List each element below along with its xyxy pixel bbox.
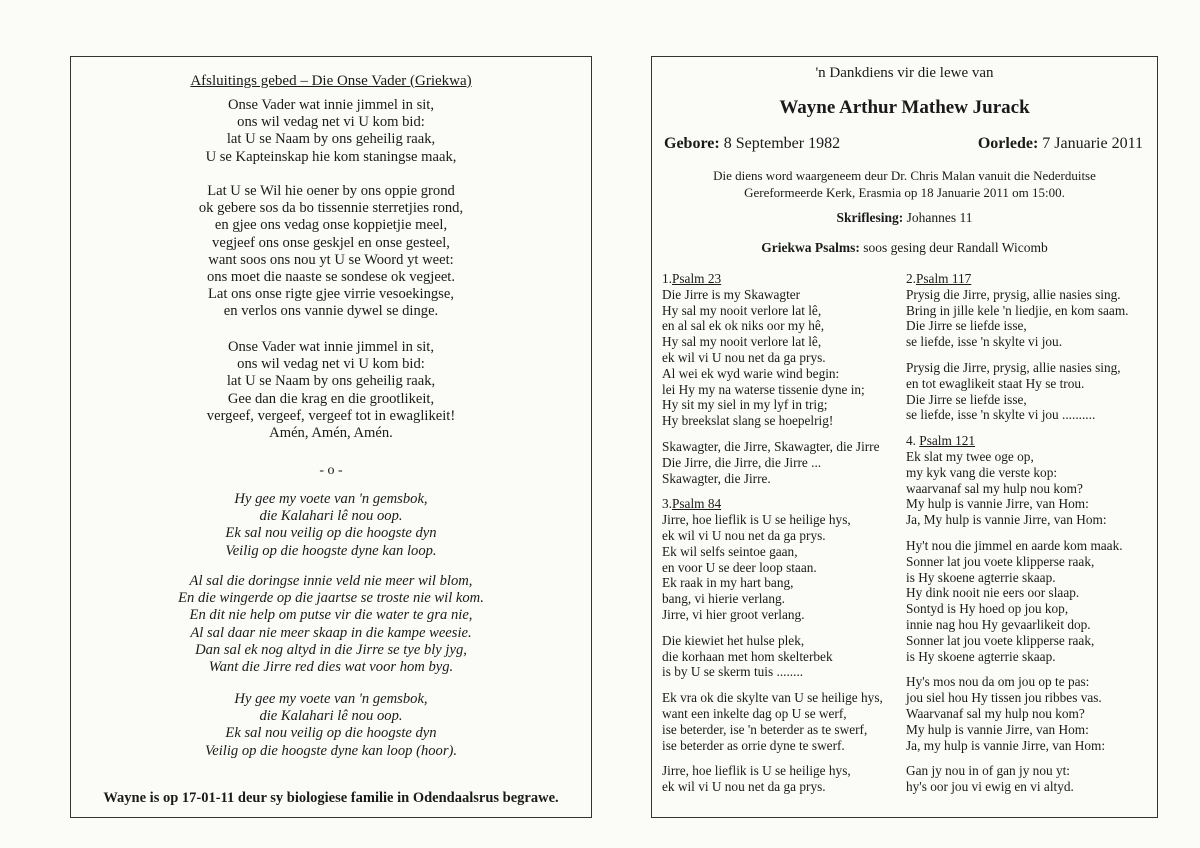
psalm-line: Die Jirre is my Skawagter (662, 286, 801, 302)
stanza-gap (662, 429, 883, 439)
prayer-line: ok gebere sos da bo tissennie sterretjies rond, (198, 200, 464, 217)
psalm-line: ise beterder, ise 'n beterder as te swerf, (662, 721, 868, 737)
poem-line: Al sal daar nie meer skaap in die kampe weesie. (190, 624, 472, 641)
psalm-title (662, 496, 883, 512)
prayer-title: Afsluitings gebed – Die Onse Vader (Griekwa) (190, 73, 472, 89)
psalm-line: Die kiewiet het hulse plek, (662, 632, 805, 648)
psalm-line: en tot ewaglikeit staat Hy se trou. (906, 375, 1085, 391)
psalm-number: 3. (662, 496, 672, 512)
psalm-line: Hy's mos nou da om jou op te pas: (906, 674, 1090, 690)
separator: - o - (319, 463, 343, 478)
psalm-line: Hy breekslat slang se hoepelrig! (662, 413, 834, 429)
psalm-line: Ja, my hulp is vannie Jirre, van Hom: (906, 737, 1106, 753)
service-info (652, 167, 1157, 201)
psalm-line: waarvanaf sal my hulp nou kom? (906, 480, 1083, 496)
right-page (651, 56, 1158, 818)
psalm-line: bang, vi hierie verlang. (662, 591, 785, 607)
birth-info (664, 135, 840, 153)
poem-line: die Kalahari lê nou oop. (259, 508, 403, 525)
service-line: Gereformeerde Kerk, Erasmia op 18 Januarie 2011 om 15:00. (744, 185, 1065, 200)
poem-stanza (71, 573, 591, 676)
psalm-line: Waarvanaf sal my hulp nou kom? (906, 705, 1085, 721)
burial-note: Wayne is op 17-01-11 deur sy biologiese familie in Odendaalsrus begrawe. (103, 790, 559, 806)
psalm-title (662, 271, 883, 287)
stanza-gap (662, 753, 883, 763)
psalm-line: Hy sal my nooit verlore lat lê, (662, 334, 822, 350)
prayer-line: Amén, Amén, Amén. (269, 425, 393, 442)
prayer-line: Lat ons onse rigte gjee virrie vesoekingse, (208, 286, 454, 303)
psalm-line: Hy sal my nooit verlore lat lê, (662, 302, 822, 318)
prayer-line: vegjeef ons onse geskjel en onse gesteel, (212, 234, 450, 251)
psalm-number: 2. (906, 271, 916, 286)
psalm-line: ek wil vi U nou net da ga prys. (662, 527, 826, 543)
prayer-line: vergeef, vergeef, vergeef tot in ewaglikeit! (206, 407, 456, 424)
psalm-title (906, 271, 1128, 287)
prayer-line: U se Kapteinskap hie kom staningse maak, (205, 148, 457, 165)
prayer-stanza (71, 97, 591, 166)
psalm-line: Hy't nou die jimmel en aarde kom maak. (906, 537, 1123, 553)
psalm-line: my kyk vang die verste kop: (906, 464, 1058, 480)
poem-line: En die wingerde op die jaartse se troste nie wil kom. (178, 590, 484, 607)
psalm-line: die korhaan met hom skelterbek (662, 648, 833, 664)
prayer-line: Onse Vader wat innie jimmel in sit, (227, 339, 435, 355)
psalm-name: Psalm 84 (671, 496, 722, 512)
psalm-line: lei Hy my na waterse tissenie dyne in; (662, 381, 865, 397)
prayer-line: ons wil vedag net vi U kom bid: (237, 114, 425, 131)
psalm-line: Skawagter, die Jirre. (662, 470, 771, 486)
psalm-line: My hulp is vannie Jirre, van Hom: (906, 721, 1089, 737)
psalm-line: Jirre, hoe lieflik is U se heilige hys, (662, 763, 851, 779)
psalm-line: Prysig die Jirre, prysig, allie nasies sing, (906, 359, 1121, 375)
psalm-number: 4. (906, 433, 920, 449)
psalm-line: Hy dink nooit nie eers oor slaap. (906, 585, 1080, 601)
prayer-line: Onse Vader wat innie jimmel in sit, (227, 97, 435, 113)
scripture-label: Skriflesing: (836, 210, 904, 225)
poem-line: Hy gee my voete van 'n gemsbok, (234, 691, 428, 707)
psalm-line: Hy sit my siel in my lyf in trig; (662, 397, 828, 413)
psalms-note: soos gesing deur Randall Wicomb (863, 240, 1048, 255)
stanza-gap (906, 350, 1128, 360)
psalm-line: jou siel hou Hy tissen jou ribbes vas. (906, 690, 1102, 706)
poem-line: Ek sal nou veilig op die hoogste dyn (225, 725, 437, 742)
psalm-line: en voor U se deer loop staan. (662, 559, 817, 575)
prayer-line: en verlos ons vannie dywel se dinge. (223, 303, 439, 320)
psalm-line: innie nag hou Hy gevaarlikeit dop. (906, 616, 1091, 632)
poem-stanza (71, 691, 591, 760)
psalm-line: Ek slat my twee oge op, (906, 448, 1034, 464)
stanza-gap (662, 680, 883, 690)
stanza-gap (906, 528, 1128, 538)
poem-line: En dit nie help om putse vir die water te gra nie, (189, 607, 473, 624)
poem-line: Veilig op die hoogste dyne kan loop. (225, 542, 437, 559)
poem-line: Hy gee my voete van 'n gemsbok, (234, 491, 428, 507)
scripture-reading (652, 210, 1157, 226)
stanza-gap (662, 623, 883, 633)
psalm-line: ek wil vi U nou net da ga prys. (662, 349, 826, 365)
psalms-heading (652, 240, 1157, 256)
psalm-line: want een inkelte dag op U se werf, (662, 705, 847, 721)
psalm-line: Die Jirre se liefde isse, (906, 318, 1027, 334)
poem-line: Al sal die doringse innie veld nie meer wil blom, (189, 573, 473, 589)
psalm-line: hy's oor jou vi ewig en vi altyd. (906, 779, 1074, 795)
born-date: 8 September 1982 (723, 135, 841, 152)
psalm-line: Ja, My hulp is vannie Jirre, van Hom: (906, 512, 1107, 528)
psalm-line: Ek vra ok die skylte van U se heilige hys, (662, 690, 883, 706)
poem-line: Dan sal ek nog altyd in die Jirre se tye bly jyg, (195, 641, 467, 658)
psalm-line: is Hy skoene agterrie skaap. (906, 648, 1056, 664)
psalm-line: se liefde, isse 'n skylte vi jou. (906, 334, 1063, 350)
psalm-line: is Hy skoene agterrie skaap. (906, 569, 1056, 585)
psalms-column-left (662, 271, 883, 795)
psalm-line: Jirre, vi hier groot verlang. (662, 606, 805, 622)
death-info (978, 135, 1143, 153)
poem-stanza (71, 491, 591, 560)
psalm-line: Gan jy nou in of gan jy nou yt: (906, 763, 1070, 779)
psalm-line: Ek wil selfs seintoe gaan, (662, 543, 798, 559)
thanksgiving-heading: 'n Dankdiens vir die lewe van (815, 65, 994, 81)
psalm-line: Ek raak in my hart bang, (662, 575, 794, 591)
psalms-column-right (906, 271, 1128, 795)
scripture-ref: Johannes 11 (906, 210, 973, 225)
psalm-line: Al wei ek wyd warie wind begin: (662, 365, 840, 381)
prayer-line: lat U se Naam by ons geheilig raak, (226, 131, 436, 148)
prayer-line: ons wil vedag net vi U kom bid: (237, 356, 425, 373)
psalm-title (906, 433, 1128, 449)
psalm-line: Prysig die Jirre, prysig, allie nasies sing. (906, 286, 1121, 302)
prayer-line: Lat U se Wil hie oener by ons oppie grond (207, 183, 455, 199)
psalm-line: My hulp is vannie Jirre, van Hom: (906, 496, 1089, 512)
psalms-label: Griekwa Psalms: (761, 240, 860, 255)
poem-line: Veilig op die hoogste dyne kan loop (hoor). (204, 742, 458, 759)
prayer-line: want soos ons nou yt U se Woord yt weet: (208, 251, 454, 268)
psalm-line: Skawagter, die Jirre, Skawagter, die Jirre (662, 438, 880, 454)
poem-line: die Kalahari lê nou oop. (259, 708, 403, 725)
deceased-name: Wayne Arthur Mathew Jurack (779, 97, 1030, 118)
psalm-gap (906, 423, 1128, 433)
psalm-line: Sonner lat jou voete klipperse raak, (906, 632, 1095, 648)
poem-line: Want die Jirre red dies wat voor hom byg. (208, 659, 454, 676)
psalm-name: Psalm 23 (671, 271, 722, 286)
poem-line: Ek sal nou veilig op die hoogste dyn (225, 525, 437, 542)
psalm-line: Sonner lat jou voete klipperse raak, (906, 553, 1095, 569)
psalm-name: Psalm 117 (915, 271, 972, 286)
born-label: Gebore: (664, 135, 720, 152)
died-date: 7 Januarie 2011 (1042, 135, 1143, 152)
psalm-line: se liefde, isse 'n skylte vi jou .......... (906, 407, 1096, 423)
died-label: Oorlede: (977, 135, 1039, 152)
stanza-gap (906, 664, 1128, 674)
prayer-line: ons moet die naaste se sondese ok vegjeet. (206, 269, 456, 286)
psalm-line: Bring in jille kele 'n liedjie, en kom saam. (906, 302, 1129, 318)
psalm-line: is by U se skerm tuis ........ (662, 664, 804, 680)
prayer-line: Gee dan die krag en die grootlikeit, (227, 390, 435, 407)
psalm-line: Jirre, hoe lieflik is U se heilige hys, (662, 512, 851, 528)
psalm-line: Die Jirre se liefde isse, (906, 391, 1027, 407)
psalm-line: Die Jirre, die Jirre, die Jirre ... (662, 454, 822, 470)
psalm-line: Sontyd is Hy hoed op jou kop, (906, 601, 1069, 617)
psalm-number: 1. (662, 271, 672, 286)
psalm-line: en al sal ek ok niks oor my hê, (662, 318, 825, 334)
prayer-line: lat U se Naam by ons geheilig raak, (226, 373, 436, 390)
prayer-line: en gjee ons vedag onse koppietjie meel, (214, 217, 448, 234)
service-line: Die diens word waargeneem deur Dr. Chris Malan vanuit die Nederduitse (713, 168, 1096, 183)
prayer-stanza (71, 183, 591, 321)
prayer-stanza (71, 339, 591, 442)
left-page (70, 56, 592, 818)
stanza-gap (906, 753, 1128, 763)
psalm-name: Psalm 121 (919, 433, 976, 449)
psalm-gap (662, 486, 883, 496)
psalm-line: ise beterder as orrie dyne te swerf. (662, 737, 845, 753)
psalm-line: ek wil vi U nou net da ga prys. (662, 779, 826, 795)
